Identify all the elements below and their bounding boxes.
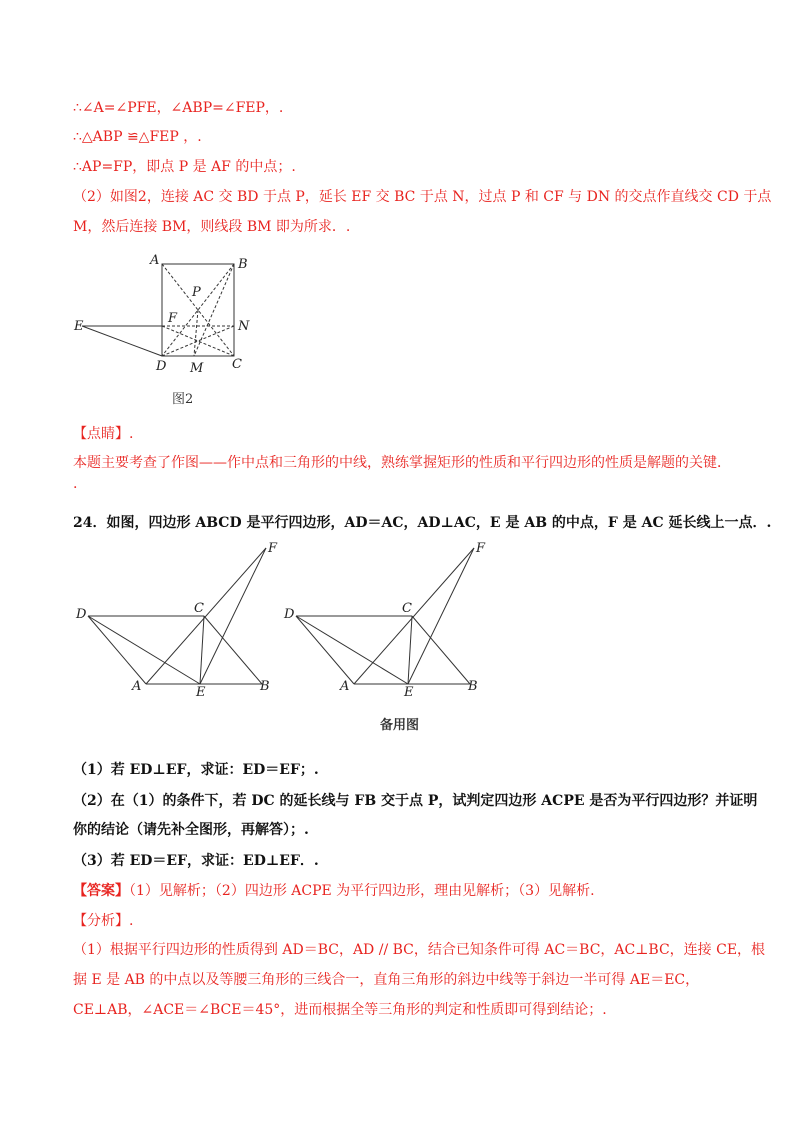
label-a: A <box>340 679 350 694</box>
remark-body: 本题主要考查了作图——作中点和三角形的中线，熟练掌握矩形的性质和平行四边形的性质是解题的关键． <box>73 455 731 471</box>
label-e: E <box>196 685 206 700</box>
sub-question-2-line-1: （2）在（1）的条件下，若 DC 的延长线与 FB 交于点 P，试判定四边形 ACPE 是否为平行四边形？并证明 <box>73 793 758 809</box>
segment-ed <box>82 326 162 356</box>
label-a: A <box>132 679 142 694</box>
label-e: E <box>404 685 414 700</box>
label-a: A <box>150 253 160 268</box>
analysis-line-3: CE⊥AB，∠ACE＝∠BCE＝45°，进而根据全等三角形的判定和性质即可得到结论；. <box>73 1002 607 1018</box>
label-d: D <box>156 359 167 374</box>
backup-figure-caption: 备用图 <box>380 718 420 733</box>
label-b: B <box>468 679 478 694</box>
sub-question-3: （3）若 ED＝EF，求证：ED⊥EF．. <box>73 853 319 869</box>
answer-line <box>73 881 595 901</box>
answer-text: （1）见解析；（2）四边形 ACPE 为平行四边形，理由见解析；（3）见解析. <box>129 883 595 899</box>
question-24-title: 24．如图，四边形 ABCD 是平行四边形，AD＝AC，AD⊥AC，E 是 AB 的中点，F 是 AC 延长线上一点．. <box>73 515 772 531</box>
label-f: F <box>168 311 178 326</box>
solution-line-2: ∴△ABP ≌△FEP ，. <box>73 129 202 145</box>
figure-24-main <box>70 540 290 700</box>
label-b: B <box>260 679 270 694</box>
label-f: F <box>476 541 486 556</box>
solution-line-5: M，然后连接 BM，则线段 BM 即为所求．. <box>73 219 351 235</box>
label-f: F <box>268 541 278 556</box>
label-c: C <box>194 601 204 616</box>
sub-question-2-line-2: 你的结论（请先补全图形，再解答）；. <box>73 822 309 838</box>
label-n: N <box>238 319 250 334</box>
label-c: C <box>232 357 242 372</box>
figure-2-caption: 图2 <box>172 392 194 407</box>
analysis-heading: 【分析】. <box>73 913 134 929</box>
remark-heading: 【点睛】. <box>73 426 134 442</box>
solution-line-1: ∴∠A=∠PFE，∠ABP=∠FEP，. <box>73 100 284 116</box>
label-d: D <box>284 607 295 622</box>
figure-24-backup <box>278 540 498 700</box>
analysis-line-2: 据 E 是 AB 的中点以及等腰三角形的三线合一，直角三角形的斜边中线等于斜边一半可得 AE＝EC， <box>73 972 700 988</box>
solution-line-4: （2）如图2，连接 AC 交 BD 于点 P，延长 EF 交 BC 于点 N，过点 P 和 CF 与 DN 的交点作直线交 CD 于点 <box>73 189 772 205</box>
label-c: C <box>402 601 412 616</box>
solution-line-3: ∴AP=FP，即点 P 是 AF 的中点；. <box>73 159 296 175</box>
answer-heading: 【答案】 <box>73 883 129 899</box>
sub-question-1: （1）若 ED⊥EF，求证：ED＝EF；. <box>73 762 319 778</box>
label-p: P <box>192 285 201 300</box>
figure-2 <box>70 250 270 410</box>
analysis-line-1: （1）根据平行四边形的性质得到 AD＝BC，AD // BC，结合已知条件可得 AC＝BC，AC⊥BC，连接 CE，根 <box>73 942 766 958</box>
label-d: D <box>76 607 87 622</box>
label-e: E <box>74 319 84 334</box>
label-b: B <box>238 257 248 272</box>
label-m: M <box>190 361 204 376</box>
remark-dot: . <box>73 476 78 492</box>
